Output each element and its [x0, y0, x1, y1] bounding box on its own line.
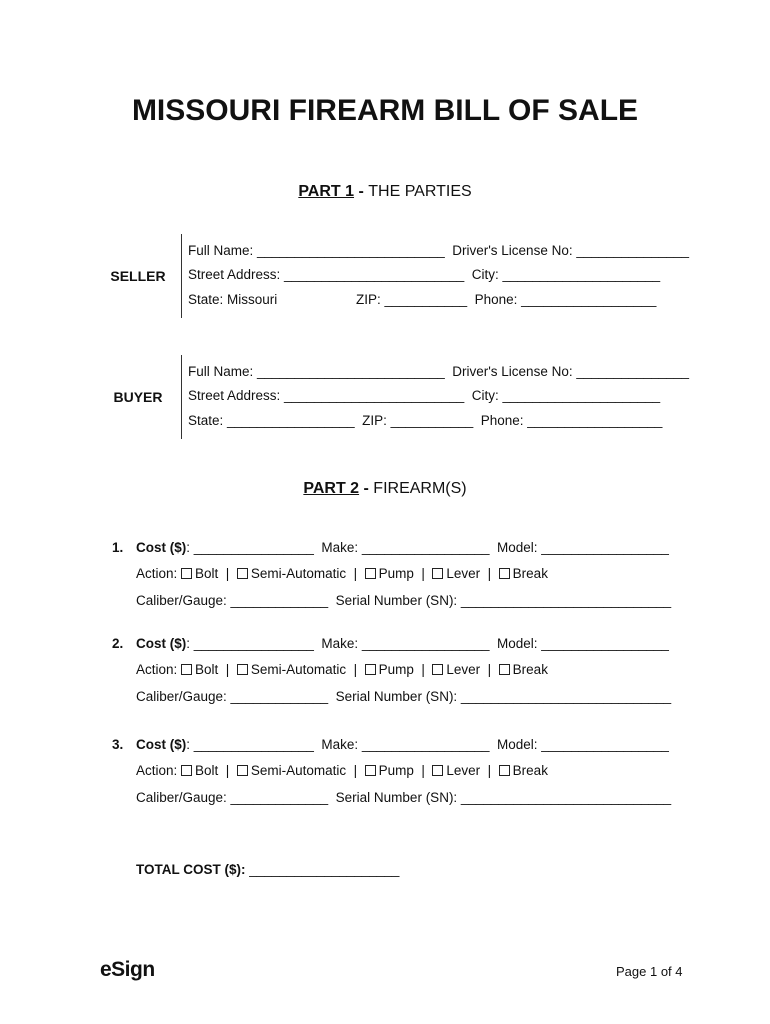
esign-logo: eSign [100, 958, 155, 981]
firearm-number: 1. [112, 540, 124, 555]
break-option: Break [512, 763, 548, 778]
buyer-label: BUYER [113, 389, 163, 405]
part1-separator: - [354, 183, 369, 200]
semi-automatic-checkbox[interactable] [237, 765, 248, 776]
pump-option: Pump | [378, 566, 433, 581]
document-title: MISSOURI FIREARM BILL OF SALE [131, 94, 639, 127]
part2-number: PART 2 [303, 480, 360, 497]
cost-label: Cost ($) [136, 540, 187, 555]
part1-number: PART 1 [298, 183, 355, 200]
firearm-action-line [136, 762, 548, 780]
seller-state-line[interactable]: State: Missouri ZIP: ___________ Phone: __________________ [188, 292, 657, 307]
pump-checkbox[interactable] [365, 664, 376, 675]
total-cost-blank: ____________________ [245, 862, 400, 877]
cost-label: Cost ($) [136, 737, 187, 752]
action-label: Action: [136, 566, 182, 581]
firearm-number: 3. [112, 737, 124, 752]
cost-label: Cost ($) [136, 636, 187, 651]
firearm-caliber-line[interactable]: Caliber/Gauge: _____________ Serial Number (SN): ____________________________ [136, 689, 672, 704]
semi-automatic-option: Semi-Automatic | [250, 763, 365, 778]
semi-automatic-option: Semi-Automatic | [250, 662, 365, 677]
firearm-action-line [136, 661, 548, 679]
break-checkbox[interactable] [499, 664, 510, 675]
part1-heading [0, 183, 770, 201]
page-number: Page 1 of 4 [616, 964, 683, 979]
part1-label: THE PARTIES [368, 183, 472, 200]
pump-checkbox[interactable] [365, 765, 376, 776]
break-checkbox[interactable] [499, 568, 510, 579]
pump-checkbox[interactable] [365, 568, 376, 579]
lever-option: Lever | [446, 662, 499, 677]
part2-heading [0, 480, 770, 498]
action-label: Action: [136, 662, 182, 677]
pump-option: Pump | [378, 763, 433, 778]
firearm-action-line [136, 565, 548, 583]
seller-address-line[interactable]: Street Address: ________________________ City: _____________________ [188, 267, 661, 282]
cost-make-model-blanks: : ________________ Make: _________________ Model: _________________ [186, 636, 669, 651]
firearm-caliber-line[interactable]: Caliber/Gauge: _____________ Serial Number (SN): ____________________________ [136, 593, 672, 608]
bolt-checkbox[interactable] [181, 664, 192, 675]
bolt-option: Bolt | [195, 566, 237, 581]
buyer-divider [181, 355, 182, 439]
buyer-state-line[interactable]: State: _________________ ZIP: ___________ Phone: __________________ [188, 413, 663, 428]
seller-divider [181, 234, 182, 318]
lever-option: Lever | [446, 566, 499, 581]
bolt-checkbox[interactable] [181, 765, 192, 776]
firearm-number: 2. [112, 636, 124, 651]
bolt-option: Bolt | [195, 662, 237, 677]
break-option: Break [512, 662, 548, 677]
seller-label: SELLER [110, 268, 166, 284]
bolt-option: Bolt | [195, 763, 237, 778]
action-label: Action: [136, 763, 182, 778]
part2-label: FIREARM(S) [373, 480, 467, 497]
pump-option: Pump | [378, 662, 433, 677]
break-option: Break [512, 566, 548, 581]
cost-make-model-blanks: : ________________ Make: _________________ Model: _________________ [186, 540, 669, 555]
firearm-caliber-line[interactable]: Caliber/Gauge: _____________ Serial Number (SN): ____________________________ [136, 790, 672, 805]
lever-checkbox[interactable] [432, 765, 443, 776]
total-cost-label: TOTAL COST ($): [136, 862, 246, 877]
part2-separator: - [359, 480, 374, 497]
firearm-cost-line[interactable] [136, 539, 669, 557]
lever-checkbox[interactable] [432, 664, 443, 675]
buyer-name-line[interactable]: Full Name: _________________________ Driver's License No: _______________ [188, 364, 689, 379]
firearm-cost-line[interactable] [136, 736, 669, 754]
lever-option: Lever | [446, 763, 499, 778]
total-cost-line[interactable] [136, 862, 399, 877]
seller-name-line[interactable]: Full Name: _________________________ Driver's License No: _______________ [188, 243, 689, 258]
firearm-cost-line[interactable] [136, 635, 669, 653]
buyer-address-line[interactable]: Street Address: ________________________ City: _____________________ [188, 388, 661, 403]
break-checkbox[interactable] [499, 765, 510, 776]
semi-automatic-option: Semi-Automatic | [250, 566, 365, 581]
seller-section [100, 234, 689, 318]
lever-checkbox[interactable] [432, 568, 443, 579]
semi-automatic-checkbox[interactable] [237, 664, 248, 675]
semi-automatic-checkbox[interactable] [237, 568, 248, 579]
buyer-section [100, 355, 689, 439]
cost-make-model-blanks: : ________________ Make: _________________ Model: _________________ [186, 737, 669, 752]
bolt-checkbox[interactable] [181, 568, 192, 579]
